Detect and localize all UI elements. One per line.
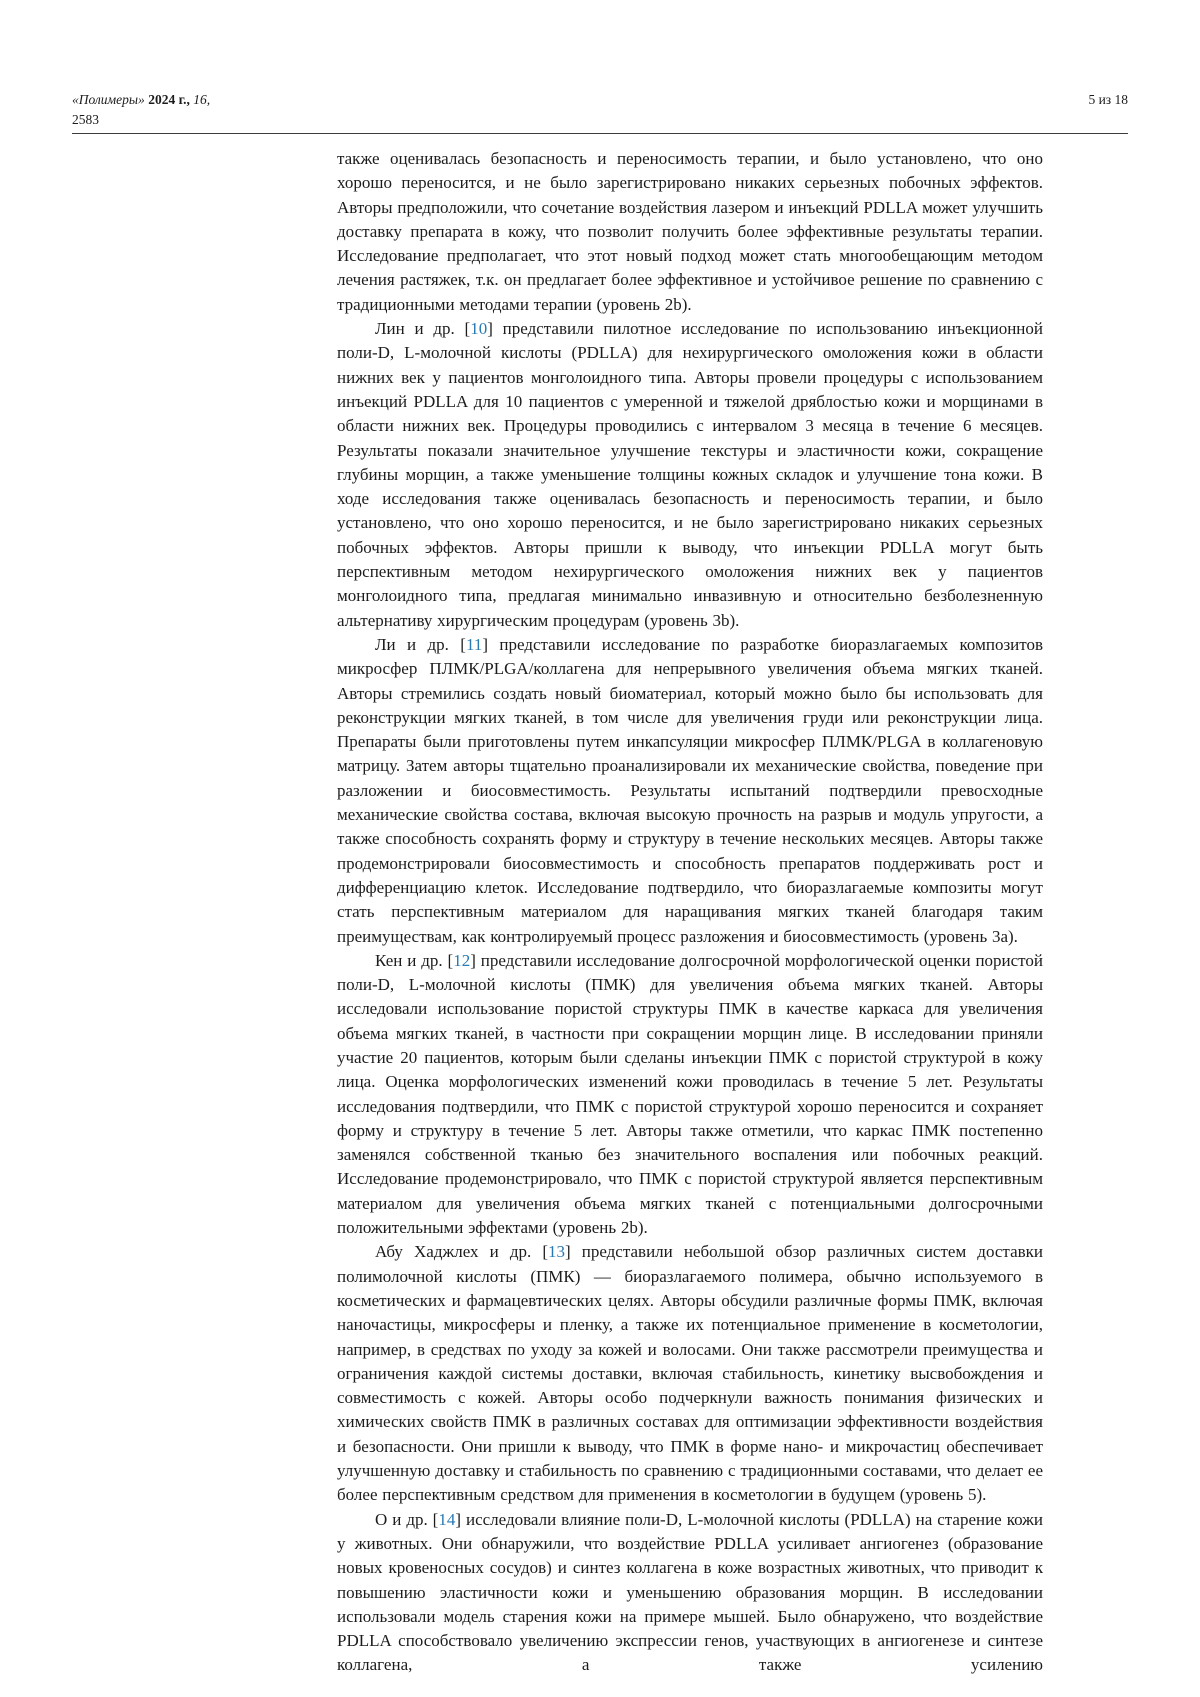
citation-ref-12[interactable]: 12 (453, 950, 471, 970)
article-number: 2583 (72, 112, 99, 128)
page-indicator: 5 из 18 (1088, 92, 1128, 107)
article-body (337, 147, 1043, 1678)
header-rule (72, 133, 1128, 134)
journal-volume: 16, (193, 92, 211, 107)
page-header (72, 90, 1128, 131)
paragraph-5: Абу Хаджлех и др. [13] представили небольшой обзор различных систем доставки полимолочной кислоты (ПМК) — биоразлагаемого полимера, обычно используемого в косметических и фармацевтических целях. Авторы обсудили различные формы ПМК, включая наночастицы, микросферы и пленку, а также их потенциальное применение в косметологии, например, в средствах по уходу за кожей и волосами. Они также рассмотрели преимущества и ограничения каждой системы доставки, включая стабильность, кинетику высвобождения и совместимость с кожей. Авторы особо подчеркнули важность понимания физических и химических свойств ПМК в различных составах для оптимизации эффективности воздействия и безопасности. Они пришли к выводу, что ПМК в форме нано- и микрочастиц обеспечивает улучшенную доставку и стабильность по сравнению с традиционными составами, что делает ее более перспективным средством для применения в косметологии в будущем (уровень 5). (337, 1242, 1043, 1505)
paragraph-3: Ли и др. [11] представили исследование по разработке биоразлагаемых композитов микросфер ПЛМК/PLGA/коллагена для непрерывного увеличения объема мягких тканей. Авторы стремились создать новый биоматериал, который можно было бы использовать для реконструкции мягких тканей, в том числе для увеличения груди или реконструкции лица. Препараты были приготовлены путем инкапсуляции микросфер ПЛМК/PLGA в коллагеновую матрицу. Затем авторы тщательно проанализировали их механические свойства, поведение при разложении и биосовместимость. Результаты испытаний подтвердили превосходные механические свойства состава, включая высокую прочность на разрыв и модуль упругости, а также способность сохранять форму и структуру в течение нескольких месяцев. Авторы также продемонстрировали биосовместимость и способность препаратов поддерживать рост и дифференциацию клеток. Исследование подтвердило, что биоразлагаемые композиты могут стать перспективным материалом для наращивания мягких тканей благодаря таким преимуществам, как контролируемый процесс разложения и биосовместимость (уровень 3a). (337, 634, 1043, 946)
citation-ref-10[interactable]: 10 (470, 319, 488, 339)
citation-ref-13[interactable]: 13 (547, 1242, 565, 1262)
journal-citation-line (72, 90, 210, 110)
journal-info (72, 90, 210, 131)
paragraph-4: Кен и др. [12] представили исследование долгосрочной морфологической оценки пористой поли-D, L-молочной кислоты (ПМК) для увеличения объема мягких тканей. Авторы исследовали использование пористой структуры ПМК в качестве каркаса для увеличения объема мягких тканей, в частности при сокращении морщин лице. В исследовании приняли участие 20 пациентов, которым были сделаны инъекции ПМК с пористой структурой в кожу лица. Оценка морфологических изменений кожи проводилась в течение 5 лет. Результаты исследования подтвердили, что ПМК с пористой структурой хорошо переносится и сохраняет форму и структуру в течение 5 лет. Авторы также отметили, что каркас ПМК постепенно заменялся собственной тканью без значительного воспаления или побочных реакций. Исследование продемонстрировало, что ПМК с пористой структурой является перспективным материалом для увеличения объема мягких тканей с потенциальными долгосрочными положительными эффектами (уровень 2b). (337, 950, 1043, 1238)
paragraph-1: также оценивалась безопасность и переносимость терапии, и было установлено, что оно хорошо переносится, и не было зарегистрировано никаких серьезных побочных эффектов. Авторы предположили, что сочетание воздействия лазером и инъекций PDLLA может улучшить доставку препарата в кожу, что позволит получить более эффективные результаты терапии. Исследование предполагает, что этот новый подход может стать многообещающим методом лечения растяжек, т.к. он предлагает более эффективное и устойчивое решение по сравнению с традиционными методами терапии (уровень 2b). (337, 149, 1043, 314)
journal-year: 2024 г., (148, 92, 190, 107)
citation-ref-14[interactable]: 14 (438, 1509, 456, 1529)
journal-title: «Полимеры» (72, 92, 145, 107)
paragraph-2: Лин и др. [10] представили пилотное исследование по использованию инъекционной поли-D, L-молочной кислоты (PDLLA) для нехирургического омоложения кожи в области нижних век у пациентов монголоидного типа. Авторы провели процедуры с использованием инъекций PDLLA для 10 пациентов с умеренной и тяжелой дряблостью кожи и морщинами в области нижних век. Процедуры проводились с интервалом 3 месяца в течение 6 месяцев. Результаты показали значительное улучшение текстуры и эластичности кожи, сокращение глубины морщин, а также уменьшение толщины кожных складок и улучшение тона кожи. В ходе исследования также оценивалась безопасность и переносимость терапии, и было установлено, что оно хорошо переносится, и не было зарегистрировано никаких серьезных побочных эффектов. Авторы пришли к выводу, что инъекции PDLLA могут быть перспективным методом нехирургического омоложения нижних век у пациентов монголоидного типа, предлагая минимально инвазивную и относительно безболезненную альтернативу хирургическим процедурам (уровень 3b). (337, 319, 1043, 630)
paragraph-6: О и др. [14] исследовали влияние поли-D, L-молочной кислоты (PDLLA) на старение кожи у животных. Они обнаружили, что воздействие PDLLA усиливает ангиогенез (образование новых кровеносных сосудов) и синтез коллагена в коже возрастных животных, что приводит к повышению эластичности кожи и уменьшению образования морщин. В исследовании использовали модель старения кожи на примере мышей. Было обнаружено, что воздействие PDLLA способствовало увеличению экспрессии генов, участвующих в ангиогенезе и синтезе коллагена, а также усилению (337, 1509, 1044, 1675)
citation-ref-11[interactable]: 11 (465, 634, 483, 654)
